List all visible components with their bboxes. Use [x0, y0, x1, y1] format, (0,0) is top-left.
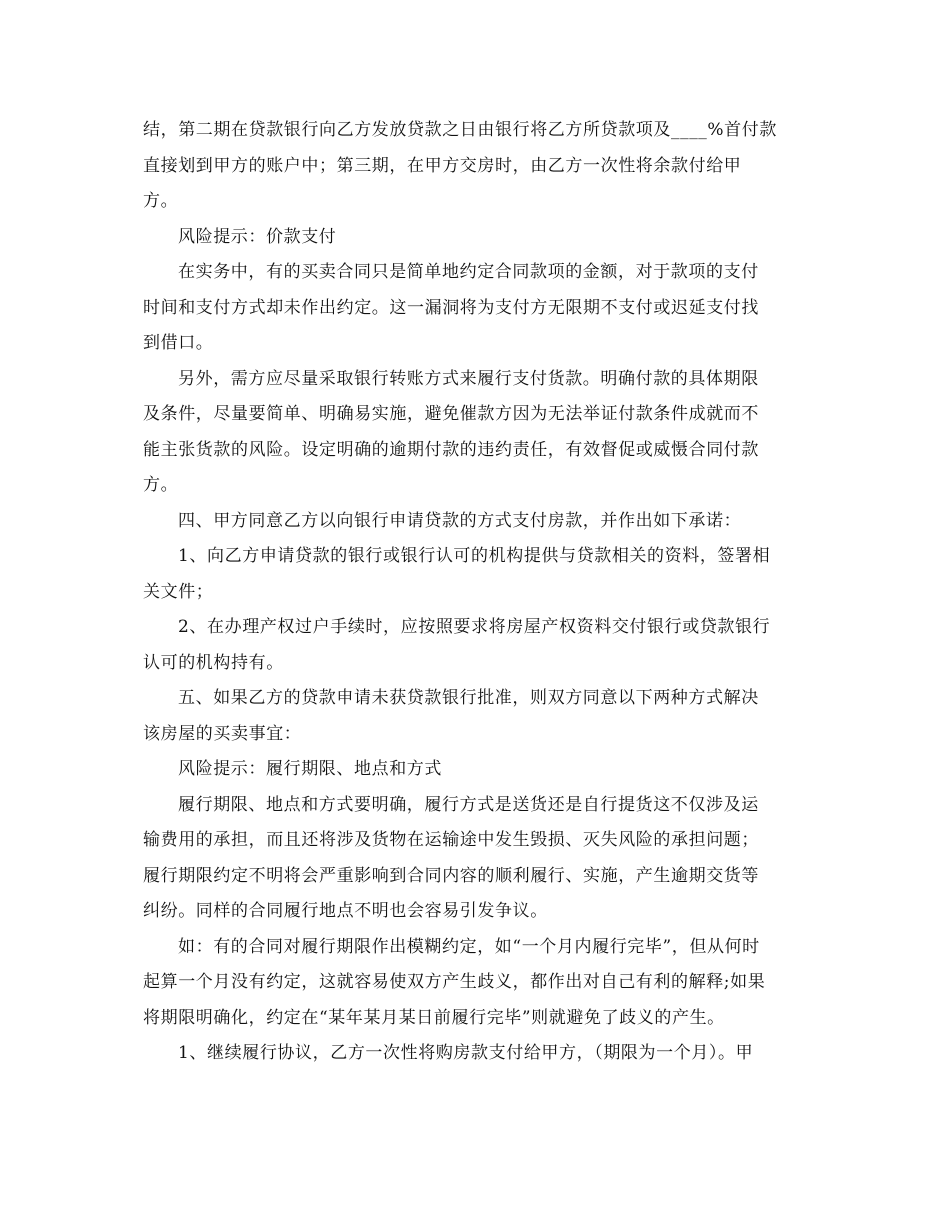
text-line: 输费用的承担，而且还将涉及货物在运输途中发生毁损、灭失风险的承担问题；	[143, 830, 759, 850]
text-line: 认可的机构持有。	[143, 652, 284, 673]
text-line: 到借口。	[143, 333, 214, 353]
text-line: 能主张货款的风险。设定明确的逾期付款的违约责任，有效督促或威慑合同付款	[143, 439, 759, 460]
text-line: 风险提示：价款支付	[178, 226, 337, 247]
text-line: 如：有的合同对履行期限作出模糊约定，如“一个月内履行完毕”，但从何时	[178, 936, 760, 957]
text-line: 该房屋的买卖事宜：	[143, 723, 302, 744]
text-line: 起算一个月没有约定，这就容易使双方产生歧义，都作出对自己有利的解释;如果	[143, 972, 766, 992]
text-line: 2、在办理产权过户手续时，应按照要求将房屋产权资料交付银行或贷款银行	[178, 617, 771, 637]
text-line: 及条件，尽量要简单、明确易实施，避免催款方因为无法举证付款条件成就而不	[143, 404, 759, 424]
text-line: 另外，需方应尽量采取银行转账方式来履行支付货款。明确付款的具体期限	[178, 368, 759, 389]
text-line: 关文件；	[143, 581, 214, 602]
text-line: 履行期限约定不明将会严重影响到合同内容的顺利履行、实施，产生逾期交货等	[143, 865, 759, 886]
document-body	[143, 113, 808, 1072]
text-line: 五、如果乙方的贷款申请未获贷款银行批准，则双方同意以下两种方式解决	[178, 688, 759, 708]
text-line: 将期限明确化，约定在“某年某月某日前履行完毕”则就避免了歧义的产生。	[143, 1007, 725, 1028]
text-line: 方。	[143, 475, 179, 495]
text-line: 1、向乙方申请贷款的银行或银行认可的机构提供与贷款相关的资料，签署相	[178, 546, 771, 566]
text-line: 时间和支付方式却未作出约定。这一漏洞将为支付方无限期不支付或迟延支付找	[143, 297, 759, 318]
text-line: 方。	[143, 191, 179, 211]
text-line: 纠纷。同样的合同履行地点不明也会容易引发争议。	[143, 901, 548, 921]
text-line: 直接划到甲方的账户中；第三期，在甲方交房时，由乙方一次性将余款付给甲	[143, 155, 742, 176]
text-line: 1、继续履行协议，乙方一次性将购房款支付给甲方，（期限为一个月）。甲	[178, 1043, 754, 1063]
text-line: 四、甲方同意乙方以向银行申请贷款的方式支付房款，并作出如下承诺：	[178, 510, 742, 531]
text-line: 在实务中，有的买卖合同只是简单地约定合同款项的金额，对于款项的支付	[178, 262, 759, 282]
text-line: 履行期限、地点和方式要明确，履行方式是送货还是自行提货这不仅涉及运	[178, 794, 759, 815]
text-line: 结，第二期在贷款银行向乙方发放贷款之日由银行将乙方所贷款项及____%首付款	[143, 120, 777, 140]
text-line: 风险提示：履行期限、地点和方式	[178, 759, 442, 779]
